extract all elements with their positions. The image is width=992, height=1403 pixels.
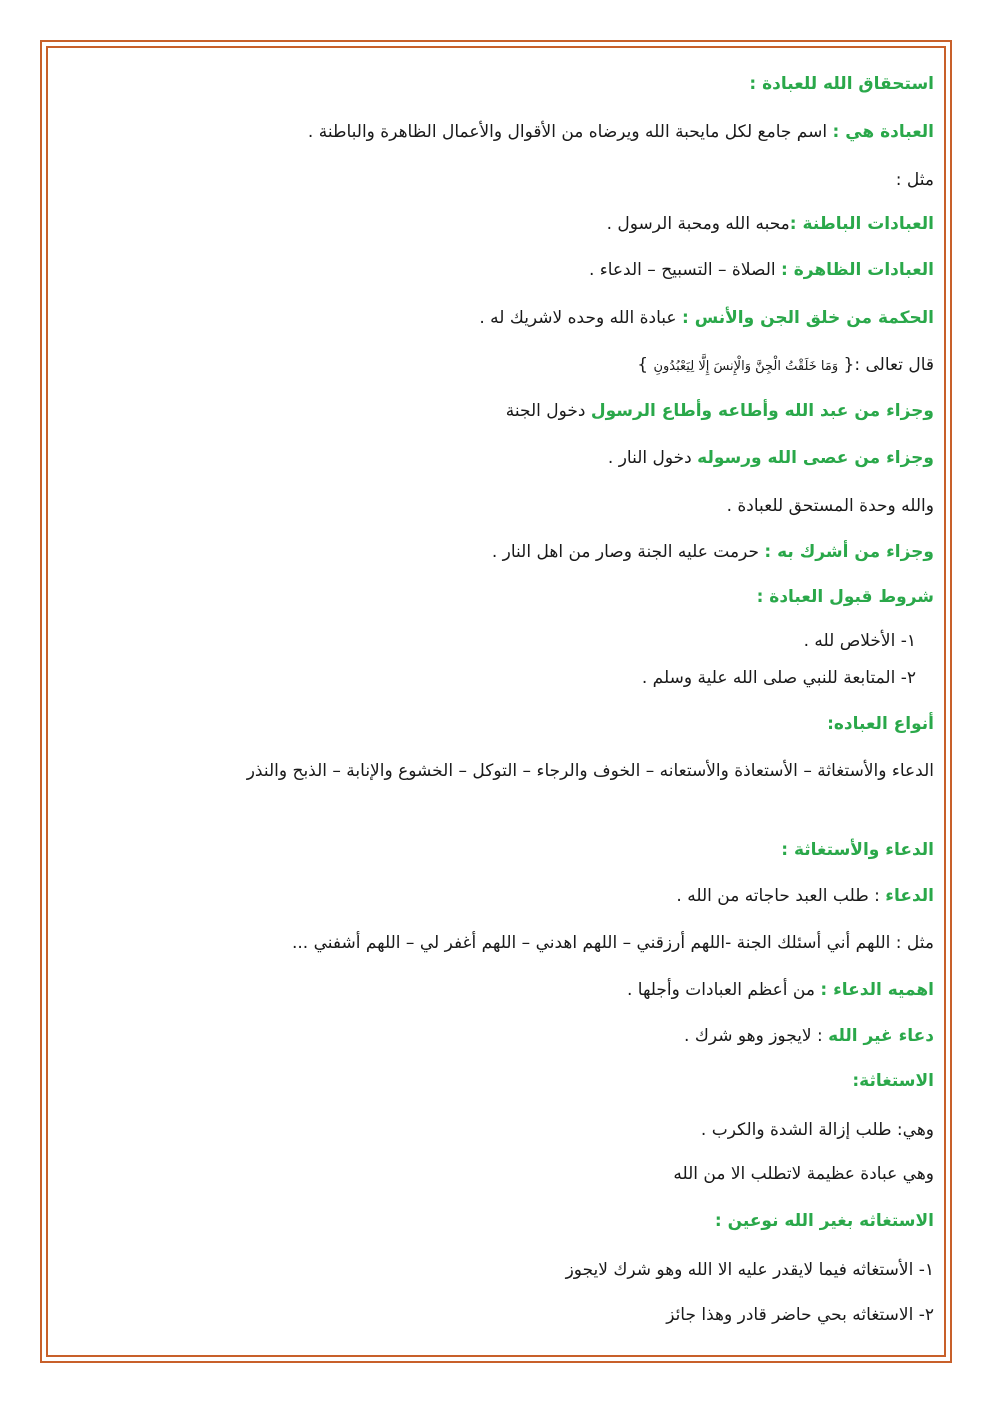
label: وجزاء من عصى الله ورسوله: [697, 448, 934, 468]
label: دعاء غير الله: [828, 1026, 934, 1046]
text: الصلاة – التسبيح – الدعاء .: [588, 260, 782, 280]
unity-statement: [60, 494, 934, 519]
condition-item-1: [60, 629, 916, 654]
text: دخول النار .: [607, 448, 698, 468]
wisdom-of-creation: [60, 306, 934, 331]
label: وجزاء من أشرك به :: [764, 542, 934, 562]
reward-shirk: [60, 540, 934, 565]
label: الحكمة من خلق الجن والأنس :: [681, 308, 934, 328]
verse-intro: قال تعالى :{: [838, 355, 934, 375]
text: ١- الأستغاثه فيما لايقدر عليه الا الله وهو شرك لايجوز: [565, 1260, 934, 1280]
text: دخول الجنة: [505, 401, 591, 421]
text: وهي عبادة عظيمة لاتطلب الا من الله: [673, 1164, 934, 1184]
label: وجزاء من عبد الله وأطاعه وأطاع الرسول: [590, 401, 934, 421]
istighatha-type-1: [60, 1258, 934, 1283]
text: مثل :: [895, 170, 934, 190]
reward-disobedience: [60, 446, 934, 471]
label: اهميه الدعاء :: [820, 980, 934, 1000]
document-body: [60, 60, 934, 1350]
conditions-title: [60, 585, 934, 610]
verse-text: وَمَا خَلَقْتُ الْجِنَّ وَالْإِنسَ إِلَّا لِيَعْبُدُونِ: [653, 359, 839, 374]
dua-definition: [60, 884, 934, 909]
text: وهي: طلب إزالة الشدة والكرب .: [700, 1120, 934, 1140]
types-title: [60, 712, 934, 737]
dua-title: [60, 838, 934, 863]
text: محبه الله ومحبة الرسول .: [606, 214, 790, 234]
text: : طلب العبد حاجاته من الله .: [676, 886, 886, 906]
heading: أنواع العباده:: [827, 714, 934, 734]
label: العبادة هي :: [832, 122, 934, 142]
text: مثل : اللهم أني أسئلك الجنة -اللهم أرزقني – اللهم اهدني – اللهم أغفر لي – اللهم أشفني ...: [291, 933, 934, 953]
text: ٢- المتابعة للنبي صلى الله علية وسلم .: [641, 668, 916, 688]
reward-obedience: [60, 399, 934, 424]
text: : لايجوز وهو شرك .: [684, 1026, 829, 1046]
istighatha-note: [60, 1162, 934, 1187]
label: العبادات الباطنة :: [789, 214, 934, 234]
heading: استحقاق الله للعبادة :: [749, 74, 934, 94]
istighatha-title: [60, 1069, 934, 1094]
label: العبادات الظاهرة :: [781, 260, 934, 280]
heading: الدعاء والأستغاثة :: [781, 840, 934, 860]
istighatha-definition: [60, 1118, 934, 1143]
title-worship-right: [60, 72, 934, 97]
text: اسم جامع لكل مايحبة الله ويرضاه من الأقوال والأعمال الظاهرة والباطنة .: [307, 122, 833, 142]
quran-verse: [60, 353, 934, 379]
heading: الاستغاثه بغير الله نوعين :: [714, 1211, 934, 1231]
types-list: [60, 759, 934, 784]
dua-other-than-allah: [60, 1024, 934, 1049]
dua-importance: [60, 978, 934, 1003]
text: عبادة الله وحده لاشريك له .: [479, 308, 682, 328]
example-label: [60, 168, 934, 193]
worship-definition: [60, 120, 934, 145]
heading: شروط قبول العبادة :: [756, 587, 934, 607]
condition-item-2: [60, 666, 916, 691]
outer-worship: [60, 258, 934, 283]
text: الدعاء والأستغاثة – الأستعاذة والأستعانه – الخوف والرجاء – التوكل – الخشوع والإنابة – الذبح والنذر: [246, 761, 934, 781]
text: ٢- الاستغاثه بحي حاضر قادر وهذا جائز: [666, 1305, 934, 1325]
label: الدعاء: [885, 886, 934, 906]
verse-close: }: [637, 355, 654, 375]
istighatha-types-title: [60, 1209, 934, 1234]
text: من أعظم العبادات وأجلها .: [626, 980, 821, 1000]
text: حرمت عليه الجنة وصار من اهل النار .: [491, 542, 765, 562]
heading: الاستغاثة:: [852, 1071, 934, 1091]
istighatha-type-2: [60, 1303, 934, 1328]
text: والله وحدة المستحق للعبادة .: [726, 496, 934, 516]
inner-worship: [60, 212, 934, 237]
text: ١- الأخلاص لله .: [803, 631, 916, 651]
dua-examples: [60, 931, 934, 956]
